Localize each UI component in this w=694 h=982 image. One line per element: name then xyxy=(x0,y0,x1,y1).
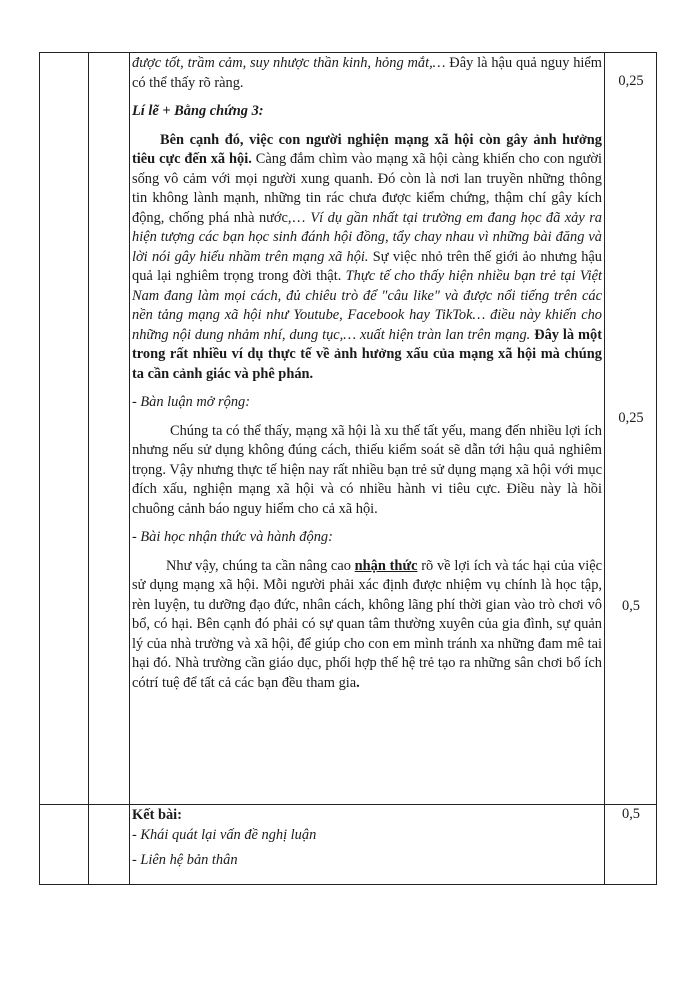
table-divider-col1 xyxy=(88,52,89,885)
argument-3-heading: Lí lẽ + Bằng chứng 3: xyxy=(132,103,264,119)
discussion-heading: - Bàn luận mở rộng: xyxy=(132,394,250,410)
table-border-right xyxy=(656,52,657,885)
score-2: 0,25 xyxy=(618,410,644,426)
score-1: 0,25 xyxy=(618,73,644,89)
table-divider-col3 xyxy=(604,52,605,885)
conclusion-item-2: - Liên hệ bản thân xyxy=(132,852,238,868)
conclusion-heading: Kết bài: xyxy=(132,807,182,823)
intro-rest: Đây là hậu quả nguy hiểm có thể thấy rõ ràng. xyxy=(132,55,603,91)
intro-italic: được tốt, trầm cảm, suy nhược thần kinh, hỏng mắt,… xyxy=(132,55,446,71)
table-border-top xyxy=(39,52,657,53)
table-row-divider xyxy=(39,804,657,805)
table-border-left xyxy=(39,52,40,885)
discussion-paragraph: Chúng ta có thể thấy, mạng xã hội là xu thế tất yếu, mang đến nhiều lợi ích nhưng nếu sử dụng không đúng cách, thiếu kiểm soát sẽ dẫn tới hậu quả nghiêm trọng. Vậy nhưng thực tế hiện nay rất nhiều bạn trẻ sử dụng mạng xã hội với mục đích xấu, nghiện mạng xã hội và có nhiều hành vi tiêu cực. Điều này là hồi chuông cảnh báo nguy hiểm cho cả xã hội. xyxy=(132,422,602,517)
awareness-highlight: nhận thức xyxy=(354,557,418,574)
score-4: 0,5 xyxy=(622,806,640,822)
lesson-heading: - Bài học nhận thức và hành động: xyxy=(132,529,333,545)
argument-3-paragraph: Bên cạnh đó, việc con người nghiện mạng xã hội còn gây ảnh hưởng tiêu cực đến xã hội. Càng đắm chìm vào mạng xã hội càng khiến cho con người sống vô cảm với mọi người xung quanh. Đó còn là nơi lan truyền những thông tin không lành mạnh, những tin rác chưa được kiểm chứng, thậm chí gây kích động, chống phá nhà nước,… Ví dụ gần nhất tại trường em đang học đã xảy ra hiện tượng các bạn học sinh đánh hội đồng, tẩy chay nhau vì những bài đăng và lời nói gây hiểu nhầm trên mạng xã hội. Sự việc nhỏ trên thế giới ảo nhưng hậu quả lại nghiêm trọng trong đời thật. Thực tế cho thấy hiện nhiều bạn trẻ tại Việt Nam đang làm mọi cách, đủ chiêu trò để "câu like" và được nổi tiếng trên các nền tảng mạng xã hội như Youtube, Facebook hay TikTok… điều này khiến cho những nội dung nhảm nhí, dung tục,… xuất hiện tràn lan trên mạng. Đây là một trong rất nhiều ví dụ thực tế về ảnh hưởng xấu của mạng xã hội mà chúng ta cần cảnh giác và phê phán. xyxy=(132,131,603,382)
body-cell xyxy=(132,54,602,693)
lesson-paragraph: Như vậy, chúng ta cần nâng cao nhận thức rõ về lợi ích và tác hại của việc sử dụng mạng xã hội. Mỗi người phải xác định được nhiệm vụ chính là học tập, rèn luyện, tu dưỡng đạo đức, nhân cách, không lãng phí thời gian vào trò chơi vô bổ, có hại. Bên cạnh đó phải có sự quan tâm thường xuyên của gia đình, sự quản lý của nhà trường và xã hội, để giúp cho con em mình tránh xa những đam mê tai hại đó. Nhà trường cần giáo dục, phối hợp thế hệ trẻ tạo ra những sân chơi bổ ích cótrí tuệ để tất cả các bạn đều tham gia. xyxy=(132,557,603,691)
score-3: 0,5 xyxy=(622,598,640,614)
intro-paragraph xyxy=(132,54,602,93)
table-divider-col2 xyxy=(129,52,130,885)
conclusion-cell xyxy=(132,806,602,871)
table-border-bottom xyxy=(39,884,657,885)
conclusion-item-1: - Khái quát lại vấn đề nghị luận xyxy=(132,826,317,843)
